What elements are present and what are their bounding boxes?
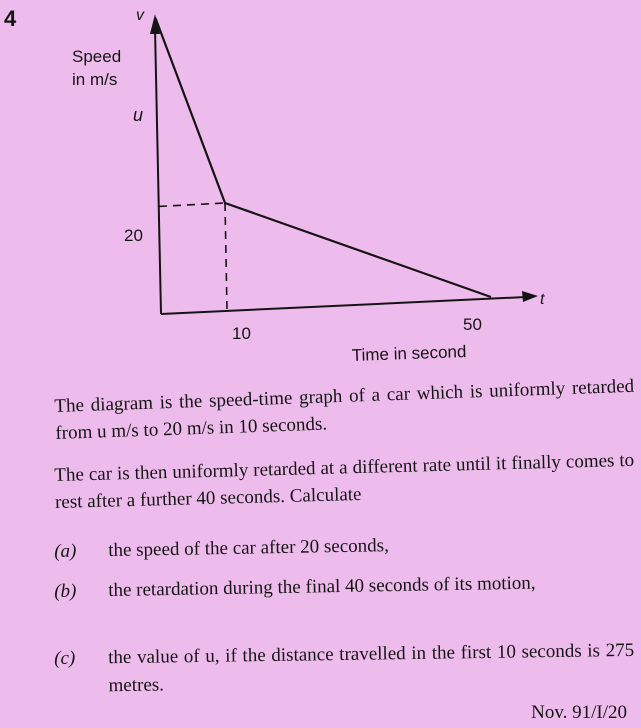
speed-series-line <box>156 18 492 297</box>
guide-horizontal <box>159 203 225 206</box>
question-number: 4 <box>4 6 17 31</box>
part-c <box>54 637 635 697</box>
part-a-label: (a) <box>54 540 77 562</box>
question-intro <box>54 373 636 447</box>
part-c-label: (c) <box>54 647 76 669</box>
x-axis-label: Time in second <box>351 342 467 365</box>
question-source: Nov. 91/I/20 <box>531 702 627 723</box>
y-axis-label-line2: in m/s <box>72 70 118 89</box>
intro2-text: The car is then uniformly retarded at a different rate until it finally comes to rest after a further 40 seconds. Calculate <box>54 449 635 513</box>
guide-vertical <box>225 203 227 311</box>
part-a-text: the speed of the car after 20 seconds, <box>108 535 390 562</box>
part-c-text: the value of u, if the distance travelled in the first 10 seconds is 275 metres. <box>108 639 635 697</box>
part-a <box>54 528 634 562</box>
x-axis-symbol: t <box>540 291 545 308</box>
y-axis-symbol: v <box>136 7 144 24</box>
part-b-label: (b) <box>54 580 77 602</box>
x-tick-10: 10 <box>232 324 251 343</box>
y-tick-u: u <box>133 105 144 125</box>
x-axis-arrow-icon <box>522 291 538 302</box>
x-tick-50: 50 <box>463 315 482 334</box>
part-b-text: the retardation during the final 40 seconds of its motion, <box>108 572 536 602</box>
y-axis <box>155 28 161 314</box>
intro-text: The diagram is the speed-time graph of a car which is uniformly retarded from u m/s to 20 m/s in 10 seconds. <box>54 375 635 444</box>
x-axis <box>161 297 526 314</box>
question-intro-2 <box>54 447 635 516</box>
y-tick-20: 20 <box>124 226 143 245</box>
part-b <box>54 568 634 602</box>
y-axis-label-line1: Speed <box>72 47 122 66</box>
